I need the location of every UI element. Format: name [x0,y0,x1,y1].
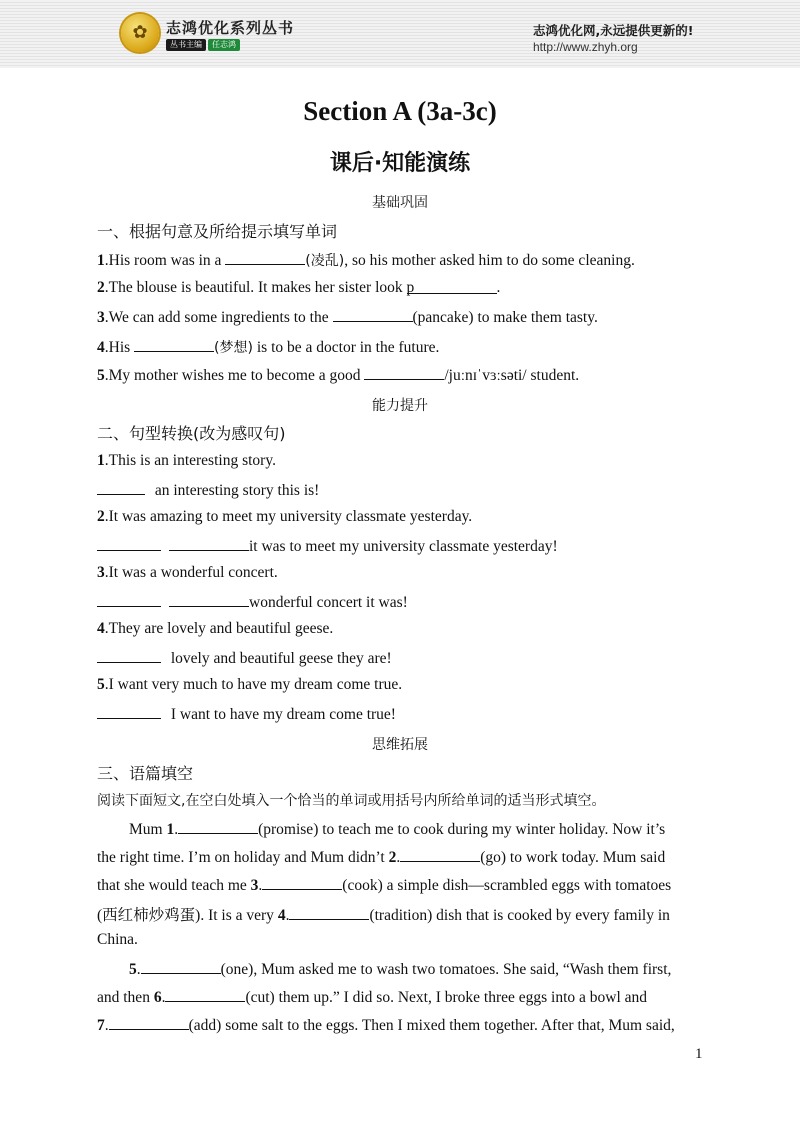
part1-item-2: 2.The blouse is beautiful. It makes her sister look p . [97,279,501,296]
answer-blank[interactable] [364,365,444,380]
section-ability-label: 能力提升 [372,398,428,414]
answer-blank[interactable] [169,592,249,607]
editor-tag: 丛书主编 [166,39,206,51]
part1-item-1: 1.His room was in a (凌乱), so his mother asked him to do some cleaning. [97,252,635,269]
part1-item-5: 5.My mother wishes me to become a good /juːnɪˈvɜːsəti/ student. [97,367,580,384]
answer-blank[interactable] [97,536,161,551]
answer-blank[interactable] [97,648,161,663]
answer-blank[interactable] [134,337,214,352]
part2-heading: 二、句型转换(改为感叹句) [97,424,286,443]
answer-blank[interactable] [97,704,161,719]
answer-blank[interactable] [109,1015,189,1030]
answer-blank[interactable] [333,307,413,322]
part2-answer-4: lovely and beautiful geese they are! [97,648,392,668]
editor-name: 任志鸿 [208,39,240,51]
answer-blank[interactable] [289,905,369,920]
page-title: Section A (3a-3c) [303,96,497,126]
section-basic-label: 基础巩固 [372,195,428,211]
part1-heading: 一、根据句意及所给提示填写单词 [97,222,338,241]
answer-blank[interactable] [225,250,305,265]
answer-blank[interactable] [141,959,221,974]
brand-name: 志鸿优化系列丛书 [166,19,295,37]
part3-heading: 三、语篇填空 [97,764,194,783]
passage-line-7: and then 6. (cut) them up.” I did so. Next, I broke three eggs into a bowl and [97,989,648,1006]
answer-blank[interactable] [97,480,145,495]
part2-question-3: 3.It was a wonderful concert. [97,564,278,581]
answer-blank[interactable]: p [407,279,497,294]
part1-item-3: 3.We can add some ingredients to the (pancake) to make them tasty. [97,309,598,326]
passage-line-4: (西红柿炒鸡蛋). It is a very 4. (tradition) dish that is cooked by every family in [97,907,670,924]
passage-line-2: the right time. I’m on holiday and Mum didn’t 2. (go) to work today. Mum said [97,849,666,866]
passage-line-5: China. [97,931,138,948]
part2-answer-5: I want to have my dream come true! [97,704,396,724]
part2-question-4: 4.They are lovely and beautiful geese. [97,620,334,637]
header-url[interactable]: http://www.zhyh.org [533,40,638,54]
part1-item-4: 4.His (梦想) is to be a doctor in the future. [97,339,440,356]
part2-answer-2: it was to meet my university classmate yesterday! [97,536,558,556]
page-number: 1 [695,1046,703,1062]
section-expand-label: 思维拓展 [372,737,428,753]
answer-blank[interactable] [178,819,258,834]
answer-blank[interactable] [400,847,480,862]
part2-question-1: 1.This is an interesting story. [97,452,276,469]
answer-blank[interactable] [165,987,245,1002]
part2-answer-3: wonderful concert it was! [97,592,408,612]
part2-question-5: 5.I want very much to have my dream come true. [97,676,403,693]
answer-blank[interactable] [97,592,161,607]
passage-line-8: 7. (add) some salt to the eggs. Then I mixed them together. After that, Mum said, [97,1017,675,1034]
logo-emblem-icon: ✿ [132,22,148,43]
passage-line-3: that she would teach me 3. (cook) a simple dish—scrambled eggs with tomatoes [97,877,672,894]
header-slogan: 志鸿优化网,永远提供更新的! [533,23,694,38]
zhihong-logo [121,14,159,52]
answer-blank[interactable] [169,536,249,551]
part2-answer-1: an interesting story this is! [97,480,319,500]
passage-line-6: 5. (one), Mum asked me to wash two tomatoes. She said, “Wash them first, [129,961,672,978]
passage-line-1: Mum 1. (promise) to teach me to cook during my winter holiday. Now it’s [129,821,666,838]
part3-instruction: 阅读下面短文,在空白处填入一个恰当的单词或用括号内所给单词的适当形式填空。 [97,793,606,809]
answer-blank[interactable] [262,875,342,890]
page-subtitle: 课后·知能演练 [329,151,471,176]
part2-question-2: 2.It was amazing to meet my university classmate yesterday. [97,508,473,525]
